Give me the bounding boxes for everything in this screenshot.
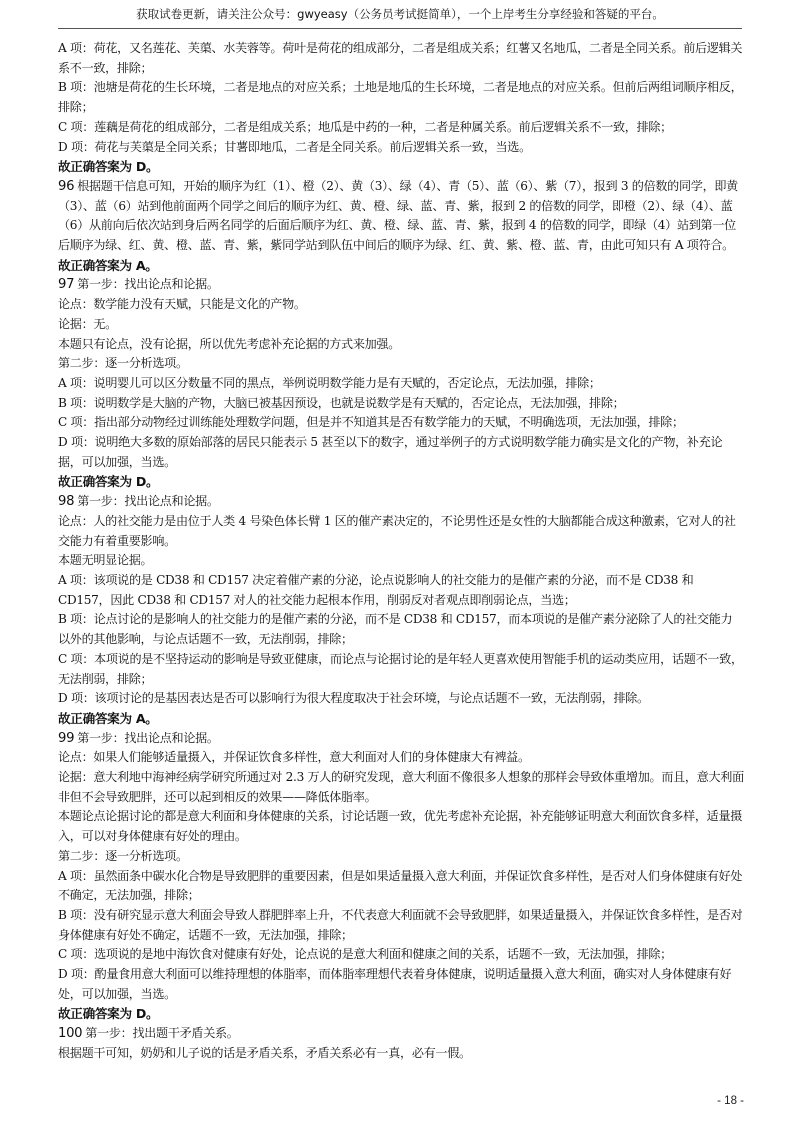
body-paragraph: 本题只有论点，没有论据，所以优先考虑补充论据的方式来加强。 xyxy=(58,336,401,351)
body-paragraph: B 项：说明数学是大脑的产物，大脑已被基因预设，也就是说数学是有天赋的，否定论点，无法加强，排除； xyxy=(58,395,625,410)
body-paragraph: 论点：人的社交能力是由位于人类 4 号染色体长臂 1 区的催产素决定的，不论男性还是女性的大脑都能合成这种激素，它对人的社交能力有着重要影响。 xyxy=(58,513,736,548)
question-heading xyxy=(58,492,744,512)
body-paragraph: 论点：如果人们能够适量摄入，并保证饮食多样性，意大利面对人们的身体健康大有裨益。 xyxy=(58,750,530,765)
answer-line: 故正确答案为 D。 xyxy=(58,1006,159,1022)
body-paragraph: A 项：说明婴儿可以区分数量不同的黑点，举例说明数学能力是有天赋的，否定论点，无法加强，排除； xyxy=(58,375,601,390)
question-number: 97 xyxy=(58,277,75,293)
document-body xyxy=(58,39,744,1064)
body-paragraph: A 项：荷花，又名莲花、芙蕖、水芙蓉等。荷叶是荷花的组成部分，二者是组成关系；红薯又名地瓜，二者是全同关系。前后逻辑关系不一致，排除； xyxy=(58,41,743,75)
body-paragraph: C 项：指出部分动物经过训练能处理数学问题，但是并不知道其是否有数学能力的天赋，不明确选项，无法加强，排除； xyxy=(58,415,684,430)
body-paragraph: 本题无明显论据。 xyxy=(58,553,153,568)
body-paragraph: B 项：没有研究显示意大利面会导致人群肥胖率上升，不代表意大利面就不会导致肥胖，如果适量摄入，并保证饮食多样性，是否对身体健康有好处不确定，话题不一致，无法加强，排除； xyxy=(58,907,743,942)
body-paragraph: A 项：该项说的是 CD38 和 CD157 决定着催产素的分泌，论点说影响人的社交能力的是催产素的分泌，而不是 CD38 和 CD157，因此 CD38 和 CD157 对人的社交能力起根本作用，削弱反对者观点即削弱论点，当选； xyxy=(58,572,694,607)
question-number: 96 xyxy=(58,178,75,194)
body-paragraph: 论据：无。 xyxy=(58,316,117,331)
body-paragraph: D 项：荷花与芙蕖是全同关系；甘薯即地瓜，二者是全同关系。前后逻辑关系一致，当选。 xyxy=(58,139,531,154)
body-paragraph: B 项：池塘是荷花的生长环境，二者是地点的对应关系；土地是地瓜的生长环境，二者是地点的对应关系。但前后两组词顺序相反，排除； xyxy=(58,80,743,115)
body-paragraph: 论点：数学能力没有天赋，只能是文化的产物。 xyxy=(58,297,306,312)
question-heading-text: 第一步：找出论点和论据。 xyxy=(77,277,219,292)
header-divider xyxy=(58,28,742,29)
question-heading xyxy=(58,177,744,256)
body-paragraph: A 项：虽然面条中碳水化合物是导致肥胖的重要因素，但是如果适量摄入意大利面，并保证饮食多样性，是否对人们身体健康有好处不确定，无法加强，排除； xyxy=(58,868,743,903)
body-paragraph: D 项：该项讨论的是基因表达是否可以影响行为很大程度取决于社会环境，与论点话题不一致，无法削弱，排除。 xyxy=(58,691,649,706)
body-paragraph: C 项：选项说的是地中海饮食对健康有好处，论点说的是意大利面和健康之间的关系，话题不一致，无法加强，排除； xyxy=(58,947,672,962)
body-paragraph: D 项：说明绝大多数的原始部落的居民只能表示 5 甚至以下的数字，通过举例子的方式说明数学能力确实是文化的产物，补充论据，可以加强，当选。 xyxy=(58,435,723,469)
question-heading-text: 第一步：找出题干矛盾关系。 xyxy=(85,1026,239,1041)
answer-line: 故正确答案为 A。 xyxy=(58,257,158,273)
question-number: 100 xyxy=(58,1026,83,1042)
answer-line: 故正确答案为 A。 xyxy=(58,710,158,726)
body-paragraph: 本题论点论据讨论的都是意大利面和身体健康的关系，讨论话题一致，优先考虑补充论据，补充能够证明意大利面饮食多样，适量摄入，可以对身体健康有好处的理由。 xyxy=(58,809,743,844)
question-number: 99 xyxy=(58,730,75,746)
body-paragraph: 根据题干可知，奶奶和儿子说的话是矛盾关系，矛盾关系必有一真，必有一假。 xyxy=(58,1045,471,1060)
body-paragraph: 第二步：逐一分析选项。 xyxy=(58,848,188,863)
answer-line: 故正确答案为 D。 xyxy=(58,159,159,175)
body-paragraph: C 项：本项说的是不坚持运动的影响是导致亚健康，而论点与论据讨论的是年轻人更喜欢使用智能手机的运动类应用，话题不一致，无法削弱，排除； xyxy=(58,651,743,686)
body-paragraph: D 项：酌量食用意大利面可以维持理想的体脂率，而体脂率理想代表着身体健康，说明适量摄入意大利面，确实对人身体健康有好处，可以加强，当选。 xyxy=(58,967,732,1001)
page-number: - 18 - xyxy=(717,1095,744,1107)
body-paragraph: 论据：意大利地中海神经病学研究所通过对 2.3 万人的研究发现，意大利面不像很多人想象的那样会导致体重增加。而且，意大利面非但不会导致肥胖，还可以起到相反的效果——降低体脂率。 xyxy=(58,770,744,804)
body-paragraph: B 项：论点讨论的是影响人的社交能力的是催产素的分泌，而不是 CD38 和 CD157，而本项说的是催产素分泌除了人的社交能力以外的其他影响，与论点话题不一致，无法削弱，排除； xyxy=(58,612,733,647)
question-heading xyxy=(58,1024,744,1044)
question-number: 98 xyxy=(58,494,75,510)
question-heading-text: 第一步：找出论点和论据。 xyxy=(77,730,219,745)
body-paragraph: C 项：莲藕是荷花的组成部分，二者是组成关系；地瓜是中药的一种，二者是种属关系。前后逻辑关系不一致，排除； xyxy=(58,119,672,134)
question-heading xyxy=(58,729,744,749)
question-heading-text: 第一步：找出论点和论据。 xyxy=(77,494,219,509)
body-paragraph: 第二步：逐一分析选项。 xyxy=(58,356,188,371)
question-heading xyxy=(58,275,744,295)
answer-line: 故正确答案为 D。 xyxy=(58,474,159,490)
question-heading-text: 根据题干信息可知，开始的顺序为红（1）、橙（2）、黄（3）、绿（4）、青（5）、蓝（6）、紫（7），报到 3 的倍数的同学，即黄（3）、蓝（6）站到他前面两个同学之间后的顺序为红、黄、橙、绿、蓝、青、紫，报到 2 的倍数的同学，即橙（2）、绿（4）、蓝（6）从前向后依次站到身后两名同学的后面后顺序为红、黄、橙、绿、蓝、青、紫，报到 4 的倍数的同学，即绿（4）站到第一位后顺序为绿、红、黄、橙、蓝、青、紫，紫同学站到队伍中间后的顺序为绿、红、黄、紫、橙、蓝、青，由此可知只有 A 项符合。 xyxy=(58,178,738,253)
page-header: 获取试卷更新，请关注公众号：gwyeasy（公务员考试挺简单），一个上岸考生分享经验和答疑的平台。 xyxy=(136,7,664,21)
